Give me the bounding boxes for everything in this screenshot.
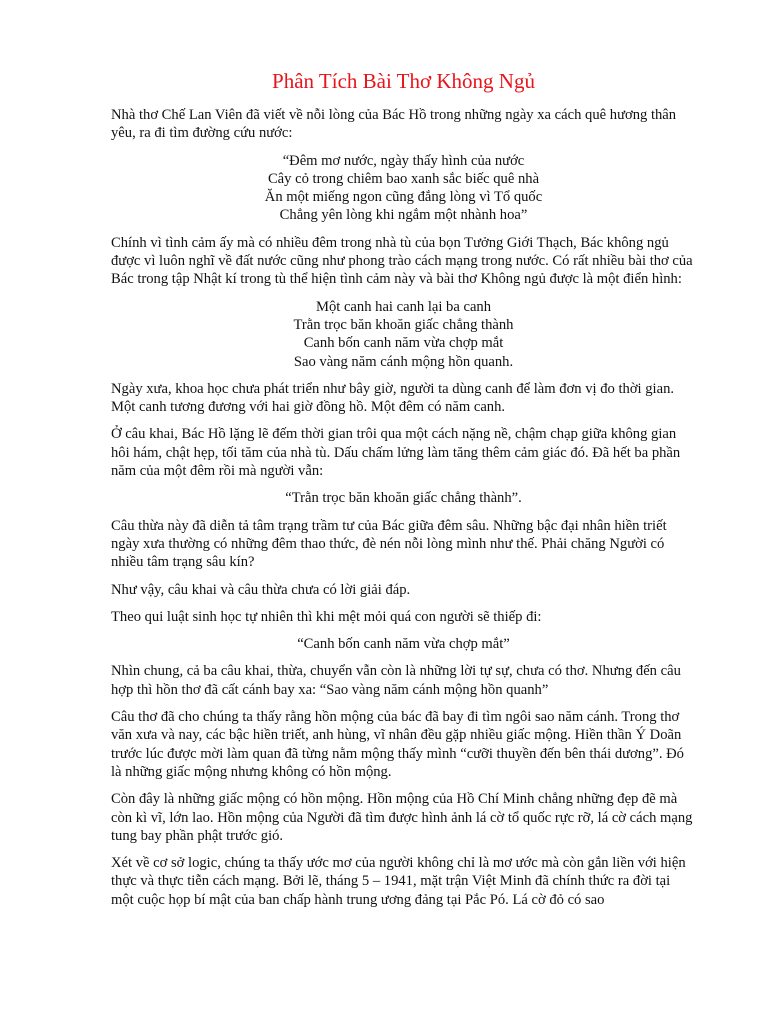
document-page [111, 66, 696, 918]
document-title: Phân Tích Bài Thơ Không Ngủ [272, 69, 535, 93]
paragraph-3: Ngày xưa, khoa học chưa phát triển như bây giờ, người ta dùng canh để làm đơn vị đo thời gian. Một canh tương đương với hai giờ đồng hồ. Một đêm có năm canh. [111, 380, 675, 416]
poem-line: Canh bốn canh năm vừa chợp mắt [303, 335, 504, 352]
quote-line-3: “Canh bốn canh năm vừa chợp mắt” [297, 636, 510, 653]
paragraph-9: Câu thơ đã cho chúng ta thấy rằng hồn mộng của bác đã bay đi tìm ngôi sao năm cánh. Trong thơ văn xưa và nay, các bậc hiền triết, anh hùng, vĩ nhân đều gặp nhiều giấc mộng. Hiền thần Ý Doãn trước lúc được mời làm quan đã từng nằm mộng thấy mình “cưỡi thuyền đến bên thái dương”. Đó là những giấc mộng nhưng không có hồn mộng. [111, 709, 684, 780]
paragraph-8: Nhìn chung, cả ba câu khai, thừa, chuyển vẫn còn là những lời tự sự, chưa có thơ. Nhưng đến câu hợp thì hồn thơ đã cất cánh bay xa: “Sao vàng năm cánh mộng hồn quanh” [111, 663, 681, 698]
verse-line: Chẳng yên lòng khi ngắm một nhành hoa” [279, 207, 528, 224]
poem-line: Trằn trọc băn khoăn giấc chẳng thành [293, 316, 514, 333]
paragraph-2: Chính vì tình cảm ấy mà có nhiều đêm trong nhà tù của bọn Tưởng Giới Thạch, Bác không ngủ được vì luôn nghĩ về đất nước cũng như phong trào cách mạng trong nước. Có rất nhiều bài thơ của Bác trong tập Nhật kí trong tù thể hiện tình cảm này và bài thơ Không ngủ được là một điển hình: [111, 234, 693, 288]
verse-line: Cây cỏ trong chiêm bao xanh sắc biếc quê nhà [267, 170, 540, 187]
paragraph-11: Xét về cơ sở logic, chúng ta thấy ước mơ của người không chỉ là mơ ước mà còn gắn liền với hiện thực và thực tiễn cách mạng. Bởi lẽ, tháng 5 – 1941, mặt trận Việt Minh đã chính thức ra đời tại một cuộc họp bí mật của ban chấp hành trung ương đảng tại Pắc Pó. Lá cờ đỏ có sao [111, 855, 686, 908]
paragraph-5: Câu thừa này đã diễn tả tâm trạng trầm tư của Bác giữa đêm sâu. Những bậc đại nhân hiền triết ngày xưa thường có những đêm thao thức, đè nén nỗi lòng mình như thế. Phải chăng Người có nhiều tâm trạng sâu kín? [111, 517, 667, 571]
paragraph-6: Như vậy, câu khai và câu thừa chưa có lời giải đáp. [111, 581, 411, 598]
quote-line-2: “Trằn trọc băn khoăn giấc chẳng thành”. [285, 490, 522, 507]
paragraph-1: Nhà thơ Chế Lan Viên đã viết về nỗi lòng của Bác Hồ trong những ngày xa cách quê hương thân yêu, ra đi tìm đường cứu nước: [111, 107, 677, 142]
paragraph-7: Theo qui luật sinh học tự nhiên thì khi mệt mỏi quá con người sẽ thiếp đi: [111, 608, 542, 625]
verse-line: “Đêm mơ nước, ngày thấy hình của nước [282, 152, 525, 169]
paragraph-4: Ở câu khai, Bác Hồ lặng lẽ đếm thời gian trôi qua một cách nặng nề, chậm chạp giữa không gian hôi hám, chật hẹp, tối tăm của nhà tù. Dấu chấm lửng làm tăng thêm cảm giác đó. Đã hết ba phần năm của một đêm rồi mà người vẫn: [111, 426, 681, 480]
paragraph-10: Còn đây là những giấc mộng có hồn mộng. Hồn mộng của Hồ Chí Minh chẳng những đẹp đẽ mà còn kì vĩ, lớn lao. Hồn mộng của Người đã tìm được hình ảnh lá cờ tổ quốc rực rỡ, lá cờ cách mạng tung bay phần phật trước gió. [111, 791, 693, 844]
poem-line: Sao vàng năm cánh mộng hồn quanh. [293, 353, 514, 370]
verse-line: Ăn một miếng ngon cũng đắng lòng vì Tổ quốc [264, 189, 543, 206]
poem-khong-ngu [111, 298, 696, 371]
verse-1 [111, 152, 696, 225]
poem-line: Một canh hai canh lại ba canh [315, 298, 492, 315]
